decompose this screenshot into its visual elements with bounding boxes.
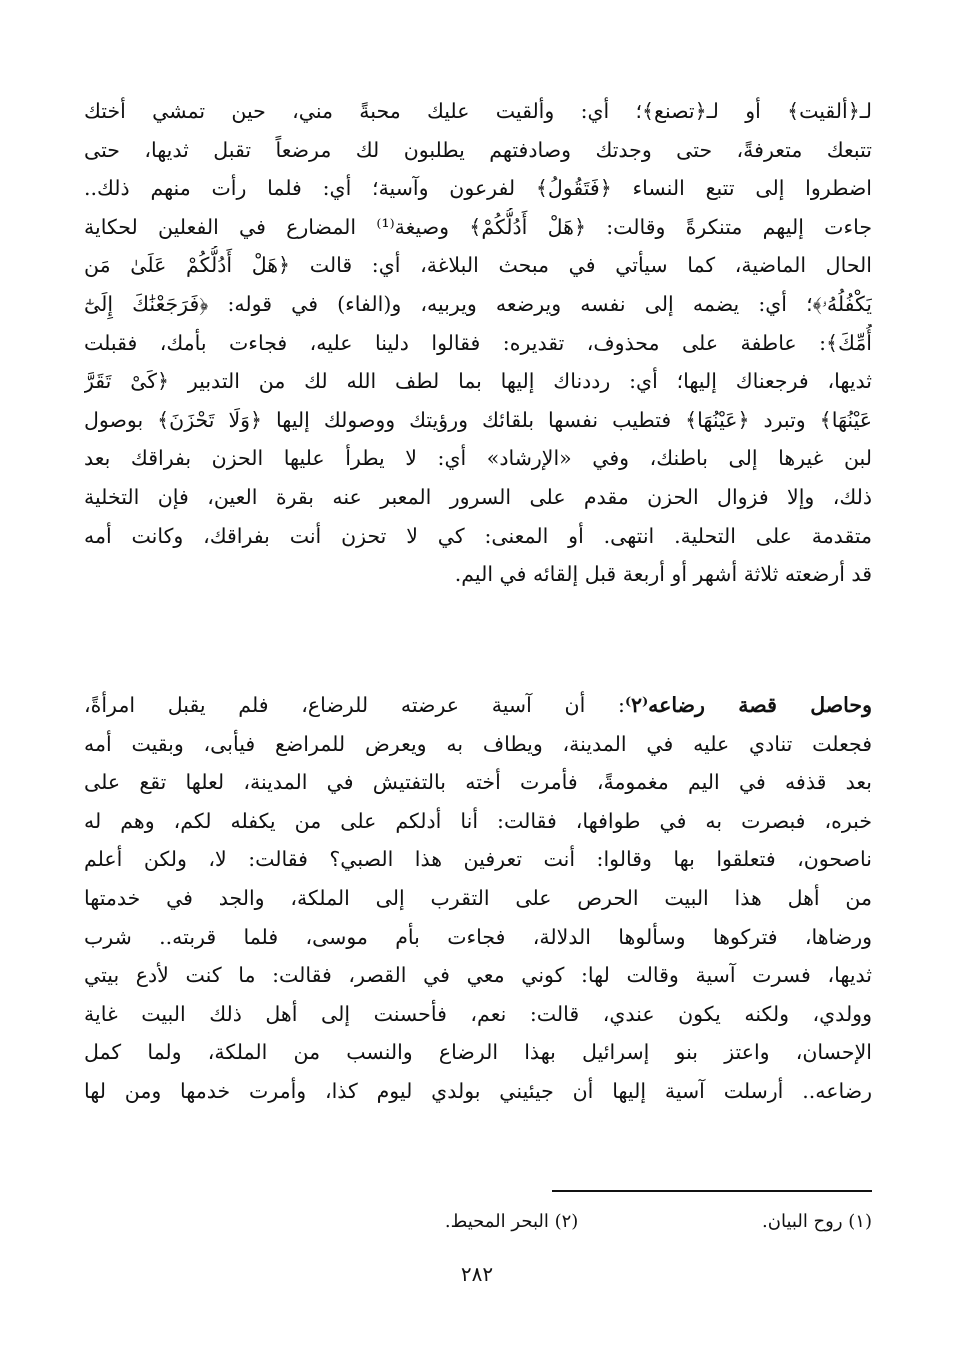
paragraph-1-line: اضطروا إلى تتبع النساء ﴿فَتَقُولُ﴾ لفرعون وآسية؛ أي: فلما رأت منهم ذلك.. xyxy=(84,176,872,201)
paragraph-1-line: ثديها، فرجعناك إليها؛ أي: رددناك إليها بما لطف الله لك من التدبير ﴿كَىْ تَقَرَّ xyxy=(84,369,872,394)
paragraph-1 xyxy=(84,92,872,594)
paragraph-2-first-line xyxy=(84,686,872,725)
footnotes xyxy=(84,1208,872,1236)
paragraph-1-line: تتبعك متعرفةً، حتى وجدتك وصادفتهم يطلبون لك مرضعاً تقبل ثديها، حتى xyxy=(84,137,872,162)
paragraph-1-line: يَكْفُلُهُۥ﴾؛ أي: يضمه إلى نفسه ويرضعه ويربيه، و(الفاء) في قوله: ﴿فَرَجَعْنَٰكَ إِلَىٰٓ xyxy=(84,291,872,316)
paragraph-1-line: ذلك، وإلا فزوال الحزن مقدم على السرور المعبر عنه بقرة العين، فإن التخلية xyxy=(84,484,872,509)
paragraph-1-line: عَيْنُهَا﴾ وتبرد ﴿عَيْنُهَا﴾ فتطيب نفسها بلقائك ورؤيتك ووصولك إليها ﴿وَلَا تَحْزَنَ﴾ بوصول xyxy=(84,407,872,432)
paragraph-2-line: رضاعه.. أرسلت آسية إليها أن جيئيني بولدي ليوم كذا، وأمرت خدمها ومن لها xyxy=(84,1078,872,1103)
paragraph-2-line: ناصحون، فتعلقوا بها وقالوا: أنت تعرفين هذا الصبي؟ فقالت: لا، ولكن أعلم xyxy=(84,847,872,872)
paragraph-2-line: فجعلت تنادي عليه في المدينة، ويطاف به ويعرض للمراضع فيأبى، وبقيت أمه xyxy=(84,731,872,756)
page-number: ٢٨٢ xyxy=(460,1262,494,1286)
footnote-divider xyxy=(552,1190,872,1192)
paragraph-2-first-line-text: : أن آسية عرضته للرضاع، فلم يقبل امرأةً، xyxy=(84,693,625,717)
paragraph-2-line: الإحسان، واعتز بنو إسرائيل بهذا الرضاع والنسب من الملكة، ولما كمل xyxy=(84,1040,872,1065)
section-lead-heading: وحاصل قصة رضاعه⁽٢⁾ xyxy=(624,693,872,717)
footnote-1: (١) روح البيان. xyxy=(762,1211,872,1232)
paragraph-2-line: ثديها، فسرت آسية وقالت لها: كوني معي في القصر، فقالت: ما كنت لأدع بيتي xyxy=(84,963,872,988)
paragraph-2 xyxy=(84,686,872,1111)
footnote-2: (٢) البحر المحيط. xyxy=(444,1211,579,1232)
paragraph-1-line: قد أرضعته ثلاثة أشهر أو أربعة قبل إلقائه في اليم. xyxy=(454,562,872,587)
paragraph-1-line: الحال الماضية، كما سيأتي في مبحث البلاغة، أي: قالت ﴿هَلْ أَدُلُّكُمْ عَلَىٰ مَن xyxy=(84,253,872,278)
paragraph-2-line: ورضاها، فتركوها وسألوها الدلالة، فجاءت بأم موسى، فلما قربته.. شرب xyxy=(84,924,872,949)
paragraph-1-line: متقدمة على التحلية. انتهى. أو المعنى: كي لا تحزن أنت بفراقك، وكانت أمه xyxy=(84,523,872,548)
paragraph-2-line: وولدي، ولكنه يكون عندي، قالت: نعم، فأحسنت إلى أهل ذلك البيت غاية xyxy=(84,1001,872,1026)
paragraph-2-line: من أهل هذا البيت الحرص على التقرب إلى الملكة، والجد في خدمتها xyxy=(84,885,872,910)
paragraph-1-line: لبن غيرها إلى باطنك، وفي «الإرشاد» أي: لا يطرأ عليها الحزن بفراقك بعد xyxy=(84,446,872,471)
paragraph-1-line: أُمِّكَ﴾: عاطفة على محذوف، تقديره: فقالوا دلينا عليه، فجاءت بأمك، فقبلت xyxy=(84,330,872,355)
paragraph-1-line: جاءت إليهم متنكرةً وقالت: ﴿هَلْ أَدُلُّكُمْ﴾ وصيغة⁽¹⁾ المضارع في الفعلين لحكاية xyxy=(84,214,872,239)
paragraph-1-line: لـ﴿ألقيت﴾ أو لـ﴿تصنع﴾؛ أي: وألقيت عليك محبةً مني، حين تمشي أختك xyxy=(84,99,872,123)
paragraph-2-line: بعد قذفه في اليم مغمومةً، فأمرت أخته بالتفتيش في المدينة، لعلها تقع على xyxy=(84,770,872,795)
paragraph-2-line: خبره، فبصرت به في طوافها، فقالت: أنا أدلكم على من يكفله لكم، وهم له xyxy=(84,808,872,833)
